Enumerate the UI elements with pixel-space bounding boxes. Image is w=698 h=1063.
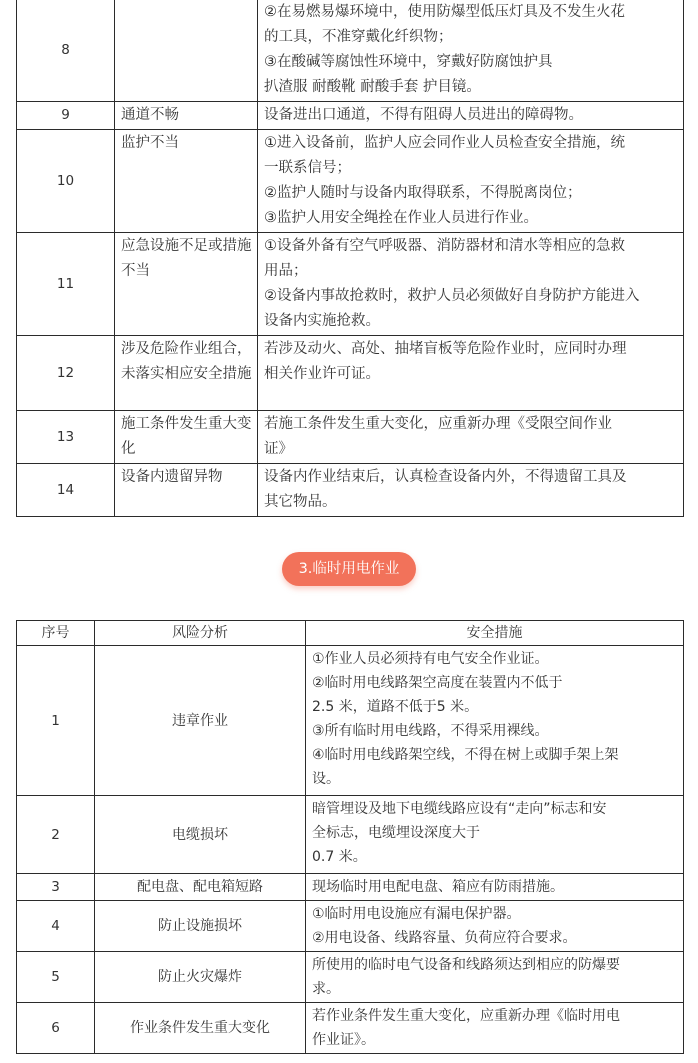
safety-measures-cell	[306, 1003, 684, 1054]
table-row	[17, 102, 684, 130]
row-number: 8	[17, 0, 115, 102]
measure-line: 用品；	[264, 263, 308, 279]
safety-measures-cell	[306, 796, 684, 874]
measure-line: ③所有临时用电线路，不得采用裸线。	[312, 723, 549, 739]
table-row	[17, 233, 684, 336]
table-row	[17, 130, 684, 233]
table-row	[17, 0, 684, 102]
table-row	[17, 336, 684, 411]
risk-table-body	[17, 0, 684, 517]
risk-analysis-cell	[115, 411, 258, 464]
row-number: 9	[17, 102, 115, 130]
safety-measures-cell	[258, 464, 684, 517]
row-number: 3	[17, 874, 95, 901]
row-number: 1	[17, 646, 95, 796]
table-row	[17, 464, 684, 517]
safety-measures-cell	[258, 336, 684, 411]
header-risk-analysis: 风险分析	[95, 621, 306, 646]
measure-line: 作业证》。	[312, 1032, 375, 1048]
risk-analysis-cell: 电缆损坏	[95, 796, 306, 874]
risk-analysis-cell: 配电盘、配电箱短路	[95, 874, 306, 901]
header-number: 序号	[17, 621, 95, 646]
risk-analysis-cell	[115, 233, 258, 336]
measure-line: 若施工条件发生重大变化，应重新办理《受限空间作业	[264, 416, 612, 432]
row-number: 5	[17, 952, 95, 1003]
measure-line: 若作业条件发生重大变化，应重新办理《临时用电	[312, 1008, 620, 1024]
risk-analysis-cell	[115, 0, 258, 102]
risk-table-body	[17, 646, 684, 1054]
safety-measures-cell	[258, 102, 684, 130]
table-row	[17, 1003, 684, 1054]
measure-line: ①作业人员必须持有电气安全作业证。	[312, 651, 549, 667]
header-safety-measures: 安全措施	[306, 621, 684, 646]
risk-analysis-cell	[115, 336, 258, 411]
measure-line: 证》	[264, 441, 293, 457]
table-row	[17, 411, 684, 464]
measure-line: ②设备内事故抢救时，救护人员必须做好自身防护方能进入	[264, 288, 640, 304]
risk-text: 涉及危险作业组合，未落实相应安全措施	[121, 341, 252, 382]
risk-text: 施工条件发生重大变化	[121, 416, 252, 457]
measure-line: ③监护人用安全绳拴在作业人员进行作业。	[264, 210, 538, 226]
table-header	[17, 621, 684, 646]
risk-analysis-cell: 通道不畅	[115, 102, 258, 130]
measure-line: ①进入设备前，监护人应会同作业人员检查安全措施，统	[264, 135, 625, 151]
risk-text: 应急设施不足或措施不当	[121, 238, 252, 279]
row-number: 12	[17, 336, 115, 411]
temporary-electricity-risk-table	[16, 620, 684, 1054]
measure-line: 设。	[312, 771, 340, 787]
measure-line: 0.7 米。	[312, 849, 367, 865]
measure-line: 设备内实施抢救。	[264, 313, 380, 329]
safety-measures-cell	[306, 646, 684, 796]
safety-measures-cell	[306, 952, 684, 1003]
row-number: 2	[17, 796, 95, 874]
measure-line: ②用电设备、线路容量、负荷应符合要求。	[312, 930, 577, 946]
measure-line: 暗管埋设及地下电缆线路应设有“走向”标志和安	[312, 801, 607, 817]
measure-line: 全标志，电缆埋设深度大于	[312, 825, 480, 841]
measure-line: 其它物品。	[264, 494, 337, 510]
safety-measures-cell	[306, 874, 684, 901]
table-row	[17, 874, 684, 901]
risk-analysis-cell: 作业条件发生重大变化	[95, 1003, 306, 1054]
row-number: 14	[17, 464, 115, 517]
measure-line: ④临时用电线路架空线，不得在树上或脚手架上架	[312, 747, 619, 763]
measure-line: ①临时用电设施应有漏电保护器。	[312, 906, 521, 922]
table-row	[17, 952, 684, 1003]
confined-space-risk-table	[16, 0, 684, 517]
measure-line: 现场临时用电配电盘、箱应有防雨措施。	[312, 879, 564, 895]
safety-measures-cell	[258, 130, 684, 233]
risk-analysis-cell: 防止设施损坏	[95, 901, 306, 952]
measure-line: 设备内作业结束后，认真检查设备内外，不得遗留工具及	[264, 469, 627, 485]
measure-line: ①设备外备有空气呼吸器、消防器材和清水等相应的急救	[264, 238, 625, 254]
measure-line: 若涉及动火、高处、抽堵盲板等危险作业时，应同时办理	[264, 341, 627, 357]
measure-line: 求。	[312, 981, 340, 997]
risk-analysis-cell: 设备内遗留异物	[115, 464, 258, 517]
measure-line: ②在易燃易爆环境中，使用防爆型低压灯具及不发生火花	[264, 4, 625, 20]
risk-analysis-cell: 违章作业	[95, 646, 306, 796]
measure-line: 的工具，不准穿戴化纤织物；	[264, 29, 453, 45]
measure-line: 扒渣服 耐酸靴 耐酸手套 护目镜。	[264, 79, 481, 95]
measure-line: 2.5 米，道路不低于5 米。	[312, 699, 479, 715]
row-number: 13	[17, 411, 115, 464]
table-row	[17, 796, 684, 874]
table-row	[17, 646, 684, 796]
risk-analysis-cell: 监护不当	[115, 130, 258, 233]
row-number: 11	[17, 233, 115, 336]
table-row	[17, 901, 684, 952]
measure-line: ②监护人随时与设备内取得联系，不得脱离岗位；	[264, 185, 582, 201]
section-title-badge: 3.临时用电作业	[282, 552, 416, 586]
header-row	[17, 621, 684, 646]
row-number: 6	[17, 1003, 95, 1054]
safety-measures-cell	[258, 0, 684, 102]
safety-measures-cell	[258, 233, 684, 336]
measure-line: 相关作业许可证。	[264, 366, 380, 382]
measure-line: 设备进出口通道，不得有阻碍人员进出的障碍物。	[264, 107, 583, 123]
measure-line: 所使用的临时电气设备和线路须达到相应的防爆要	[312, 957, 620, 973]
measure-line: ②临时用电线路架空高度在装置内不低于	[312, 675, 563, 691]
measure-line: 一联系信号；	[264, 160, 351, 176]
risk-analysis-cell: 防止火灾爆炸	[95, 952, 306, 1003]
row-number: 4	[17, 901, 95, 952]
safety-measures-cell	[306, 901, 684, 952]
measure-line: ③在酸碱等腐蚀性环境中，穿戴好防腐蚀护具	[264, 54, 553, 70]
safety-measures-cell	[258, 411, 684, 464]
row-number: 10	[17, 130, 115, 233]
